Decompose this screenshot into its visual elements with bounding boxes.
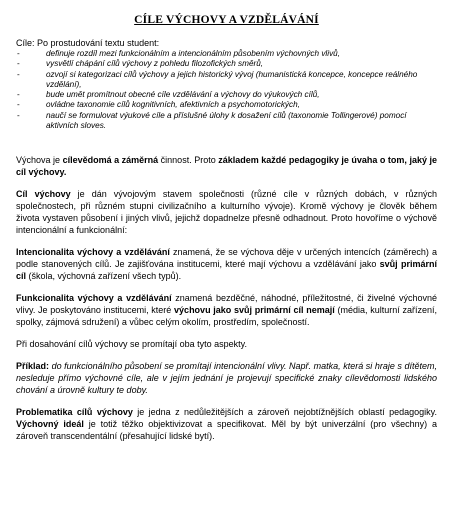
goal-item: - definuje rozdíl mezi funkcionálním a intencionálním působením výchovných vlivů, [17,49,340,58]
goals-list [16,49,437,131]
goals-intro: Cíle: Po prostudování textu student: [16,38,160,48]
goal-item: - ovládne taxonomie cílů kognitivních, afektivních a psychomotorických, [17,100,300,110]
goal-item: - ozvojí si kategorizaci cílů výchovy a jejich historický vývoj (humanistická koncepce, koncepce reálného vzdělání), [17,69,418,89]
goal-item: - naučí se formulovat výukové cíle a příslušné úlohy k dosažení cílů (taxonomie Tollingerové) pomocí aktivních sloves. [17,110,407,131]
paragraph-problems: Problematika cílů výchovy je jedna z nedůležitějších a zároveň nejobtížnějších oblastí pedagogiky. Výchovný ideál je totiž těžko objektivizovat a specifikovat. Měl by být univerzální (pro všechny) a zároveň transcendentální (přesahující lidské bytí). [16,407,437,442]
paragraph-goal-of-education: Cíl výchovy je dán vývojovým stavem společnosti (různé cíle v různých dobách, v různých společnostech, při různém stupni civilizačního a kulturního vývoje). Kromě výchovy je člověk během života vystaven působení i jiných vlivů, jejichž dopadnelze přesně odhadnout. Proto hovoříme o výchově intencionální a funkcionální: [16,189,437,236]
goal-item: - bude umět promítnout obecné cíle vzdělávání a výchovy do výukových cílů, [17,90,320,100]
paragraph-example: Příklad: do funkcionálního působení se promítají intencionální vlivy. Např. matka, která si hraje s dítětem, nesleduje přímo výchovné cíle, ale v jejím jednání je projevují specifické znaky cílevědomosti lidského chování a úrovně kultury te doby. [16,361,437,396]
section-spacer [16,131,437,154]
paragraph-intro: Výchova je cílevědomá a záměrná činnost. Proto základem každé pedagogiky je úvaha o tom, jaký je cíl výchovy. [16,155,437,178]
paragraph-intentionality: Intencionalita výchovy a vzdělávání znamená, že se výchova děje v určených intencích (záměrech) a podle stanovených cílů. Je zajišťována institucemi, které mají výchovu a vzdělávání jako svůj primární cíl (škola, výchovná zařízení všech typů). [16,247,437,282]
paragraph-both-aspects: Při dosahování cílů výchovy se promítají oba tyto aspekty. [16,339,247,350]
goal-item: - vysvětlí chápání cílů výchovy z pohledu filozofických směrů, [17,59,264,69]
paragraph-functionality: Funkcionalita výchovy a vzdělávání znamená bezděčné, náhodné, příležitostné, či živelné výchovné vlivy. Je poskytováno institucemi, které výchovu jako svůj primární cíl nemají (média, kulturní zařízení, spolky, zájmová sdružení) a vůbec celým okolím, prostředím, společností. [16,293,437,328]
page-title: CÍLE VÝCHOVY A VZDĚLÁVÁNÍ [134,14,319,26]
